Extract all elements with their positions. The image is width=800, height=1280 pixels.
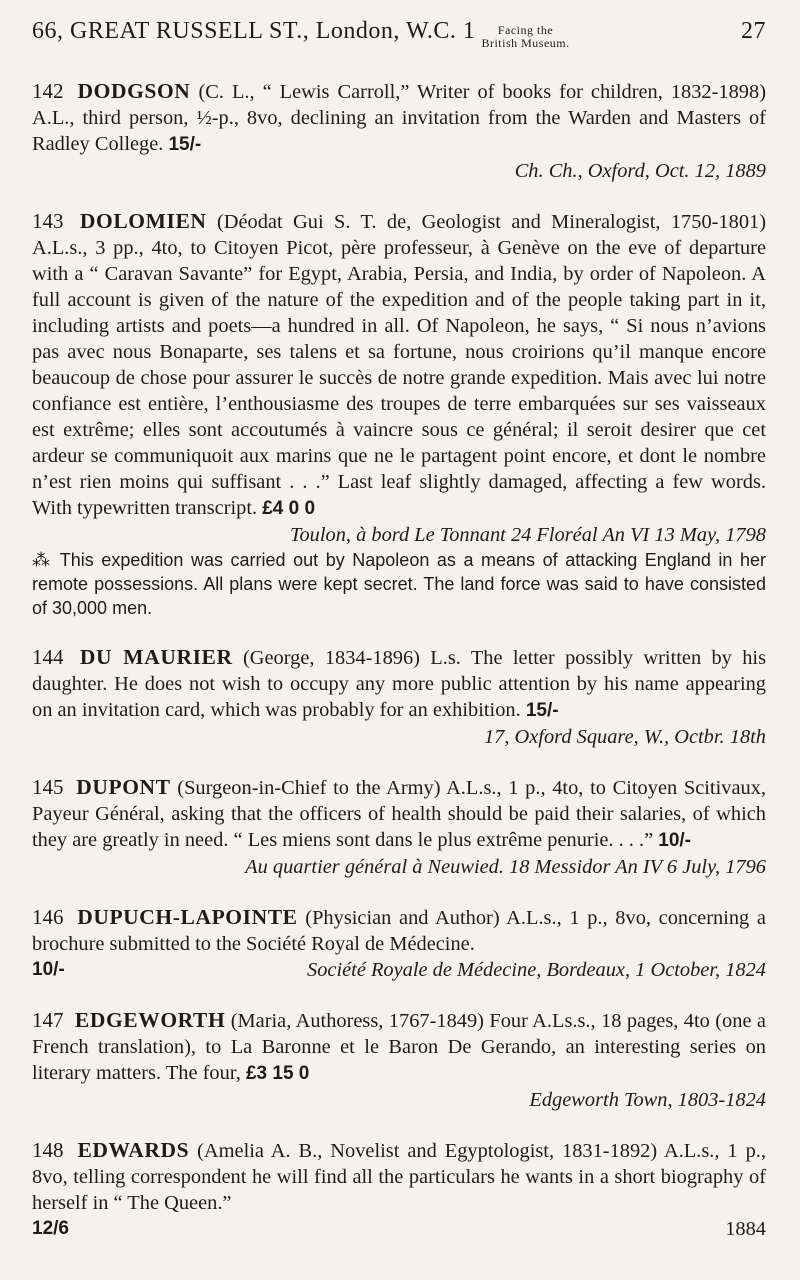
catalogue-entry-146 [32,904,766,983]
catalogue-entry-145 [32,774,766,880]
entry-description: (Physician and Author) A.L.s., 1 p., 8vo, concerning a brochure submitted to the Société Royal de Médecine. [32,907,766,955]
catalogue-entry-142 [32,78,766,184]
entry-description: (George, 1834-1896) L.s. The letter possibly written by his daughter. He does not wish to occupy any more public attention by his name appearing on an invitation card, which was probably for an exhibition. [32,647,767,721]
entry-place-date: Ch. Ch., Oxford, Oct. 12, 1889 [514,160,766,182]
entry-place-date: Au quartier général à Neuwied. 18 Messidor An IV 6 July, 1796 [245,856,766,878]
catalogue-entry-144 [32,644,766,750]
lot-number: 146 [32,905,64,929]
entry-name: DODGSON [77,79,191,103]
entry-price: £3 15 0 [245,1063,310,1084]
entry-name: EDGEWORTH [74,1008,226,1032]
entry-name: DUPUCH-LAPOINTE [77,905,298,929]
entry-description: (Surgeon-in-Chief to the Army) A.L.s., 1 p., 4to, to Citoyen Scitivaux, Payeur Général, asking that the officers of health should be paid their salaries, of which they are greatly in need. “ Les miens sont dans le plus extrême penurie. . . .” [32,777,766,851]
entry-description: (Amelia A. B., Novelist and Egyptologist, 1831-1892) A.L.s., 1 p., 8vo, telling correspondent he will find all the particulars he wants in a short biography of herself in “ The Queen.” [32,1140,766,1214]
entry-price: 15/- [168,134,202,155]
entry-price: 15/- [525,700,559,721]
entry-price: £4 0 0 [262,498,316,519]
entry-note: ⁂ This expedition was carried out by Napoleon as a means of attacking England in her remote possessions. All plans were kept secret. The land force was said to have consisted of 30,000 men. [32,550,766,618]
entry-name: DU MAURIER [79,645,233,669]
entry-date: 1884 [725,1218,766,1240]
entry-name: DUPONT [76,775,171,799]
entry-price: 10/- [32,959,65,980]
entry-price: 12/6 [32,1218,69,1239]
entry-place-date: Toulon, à bord Le Tonnant 24 Floréal An VI 13 May, 1798 [289,524,766,546]
entry-description: (C. L., “ Lewis Carroll,” Writer of books for children, 1832-1898) A.L., third person, ½-p., 8vo, declining an invitation from the Warden and Masters of Radley College. [32,81,766,155]
entry-place-date: Société Royale de Médecine, Bordeaux, 1 October, 1824 [307,959,766,981]
lot-number: 147 [32,1008,64,1032]
entry-price-line [32,957,766,983]
lot-number: 145 [32,775,64,799]
entry-place-date: Edgeworth Town, 1803-1824 [529,1089,766,1111]
entry-price: 10/- [658,830,691,851]
lot-number: 142 [32,79,64,103]
entry-price-line [32,1216,766,1242]
lot-number: 143 [32,209,64,233]
entry-name: DOLOMIEN [79,209,207,233]
page-number: 27 [741,18,766,44]
entry-place-date: 17, Oxford Square, W., Octbr. 18th [483,726,766,748]
lot-number: 144 [32,645,64,669]
facing-note: Facing the British Museum. [481,23,570,50]
entry-description: (Déodat Gui S. T. de, Geologist and Mineralogist, 1750-1801) A.L.s., 3 pp., 4to, to Citoyen Picot, père professeur, à Genève on the eve of departure with a “ Caravan Savante” for Egypt, Arabia, Persia, and India, by order of Napoleon. A full account is given of the nature of the expedition and of the people taking part in it, including artists and poets—a hundred in all. Of Napoleon, he says, “ Si nous n’avions pas avec nous Bonaparte, ses talens et sa fortune, nous croirions qu’il manque encore beaucoup de chose pour assurer le succès de notre grande expedition. Mais avec lui notre confiance est entière, l’enthousiasme des troupes de terre embarquées sur ses vaisseaux est extrême; elles sont accoutumés à vaincre sous ce général; il seroit desirer que cet ardeur se communiquoit aux marins que ne le partagent point encore, et dont le nombre n’est rien moins qui suffisant . . .” Last leaf slightly damaged, affecting a few words. With typewritten transcript. [32,211,766,519]
lot-number: 148 [32,1138,64,1162]
dealer-address: 66, GREAT RUSSELL ST., London, W.C. 1 [32,18,476,44]
entry-description: (Maria, Authoress, 1767-1849) Four A.Ls.s., 18 pages, 4to (one a French translation), to La Baronne et le Baron De Gerando, an interesting series on literary matters. The four, [32,1010,766,1084]
page-header [32,18,766,54]
catalogue-entry-147 [32,1007,766,1113]
catalogue-entry-143 [32,208,766,620]
entry-name: EDWARDS [77,1138,190,1162]
catalogue-entry-148 [32,1137,766,1242]
